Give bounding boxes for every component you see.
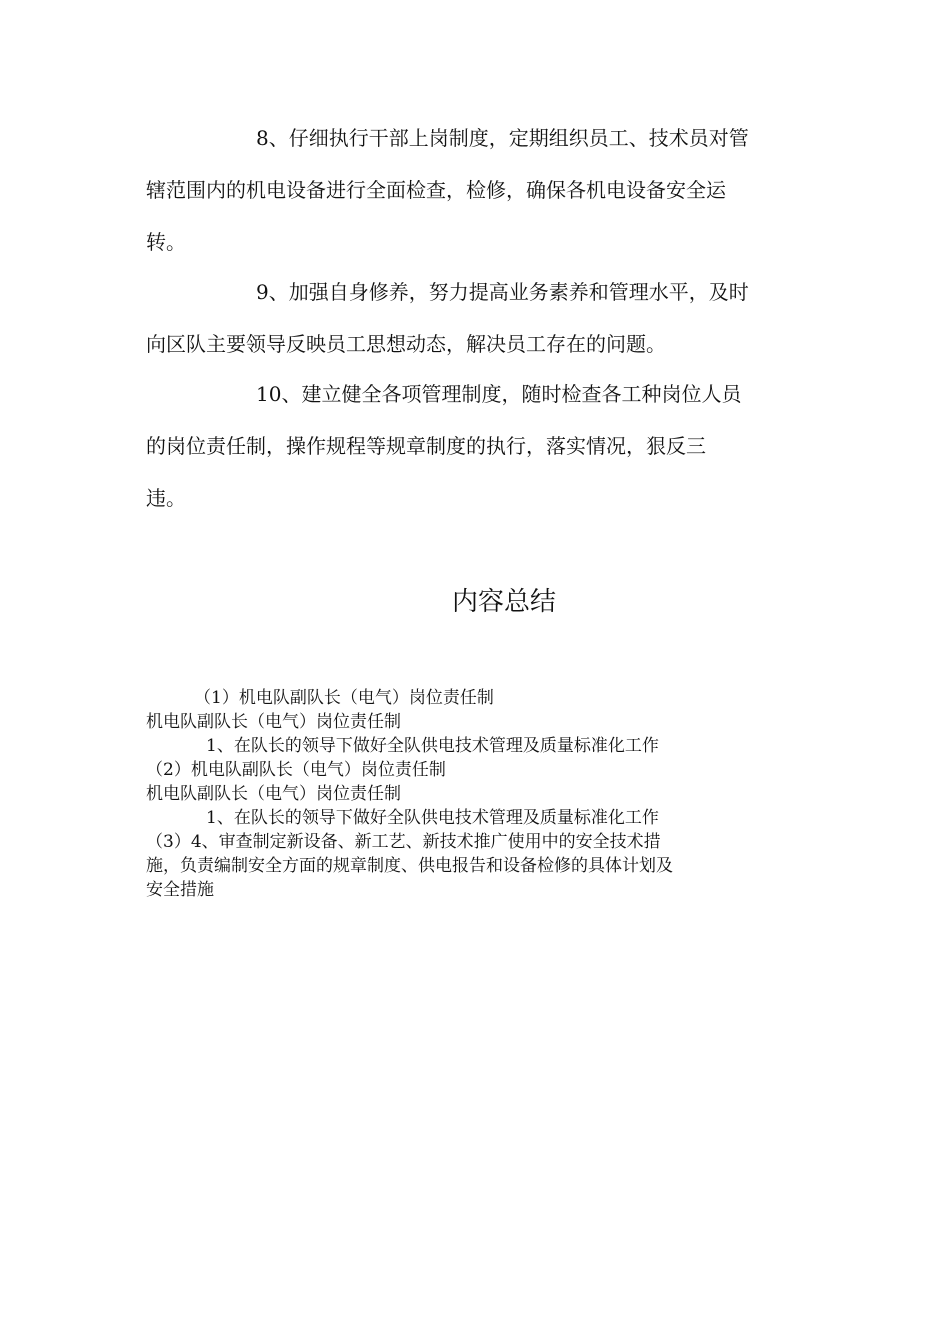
summary-line: （2）机电队副队长（电气）岗位责任制 [146, 760, 446, 780]
summary-line: 机电队副队长（电气）岗位责任制 [146, 784, 401, 804]
summary-line: （3）4、审查制定新设备、新工艺、新技术推广使用中的安全技术措 [146, 832, 661, 852]
summary-line: 1、在队长的领导下做好全队供电技术管理及质量标准化工作 [206, 808, 659, 828]
paragraph-line: 8、仔细执行干部上岗制度，定期组织员工、技术员对管 [256, 126, 749, 150]
summary-line: 施，负责编制安全方面的规章制度、供电报告和设备检修的具体计划及 [146, 856, 673, 876]
summary-title: 内容总结 [451, 587, 556, 617]
paragraph-item-9 [146, 266, 811, 370]
paragraph-item-10 [146, 368, 811, 524]
paragraph-line: 10、建立健全各项管理制度，随时检查各工种岗位人员 [256, 382, 742, 406]
paragraph-line: 辖范围内的机电设备进行全面检查，检修，确保各机电设备安全运 [146, 178, 726, 202]
summary-body [146, 686, 811, 902]
summary-line: （1）机电队副队长（电气）岗位责任制 [194, 688, 494, 708]
paragraph-line: 的岗位责任制，操作规程等规章制度的执行，落实情况，狠反三 [146, 434, 706, 458]
summary-line: 安全措施 [146, 880, 214, 900]
paragraph-item-8 [146, 112, 811, 268]
summary-line: 机电队副队长（电气）岗位责任制 [146, 712, 401, 732]
paragraph-line: 违。 [146, 486, 186, 510]
paragraph-line: 转。 [146, 230, 186, 254]
paragraph-line: 9、加强自身修养，努力提高业务素养和管理水平，及时 [256, 280, 749, 304]
paragraph-line: 向区队主要领导反映员工思想动态，解决员工存在的问题。 [146, 332, 666, 356]
summary-line: 1、在队长的领导下做好全队供电技术管理及质量标准化工作 [206, 736, 659, 756]
